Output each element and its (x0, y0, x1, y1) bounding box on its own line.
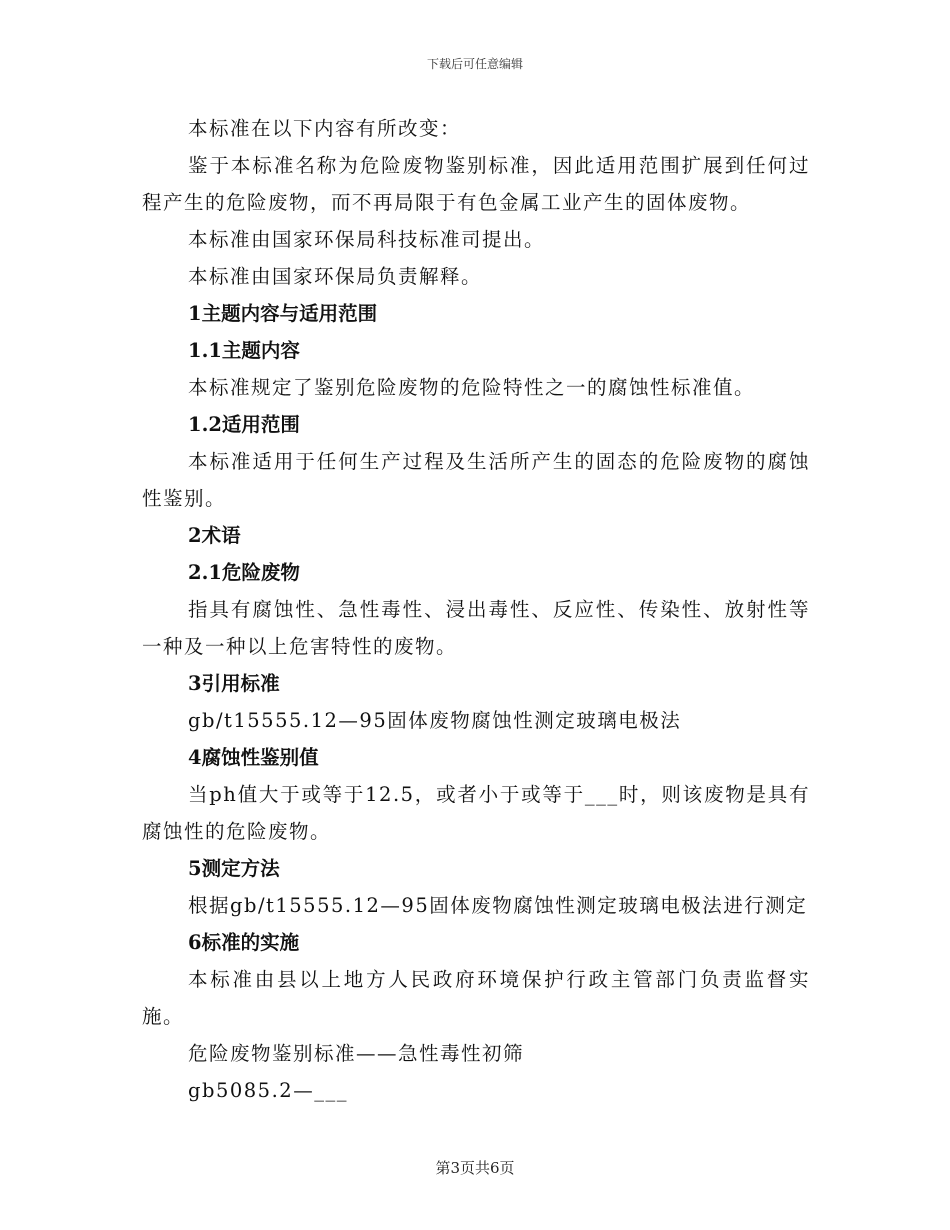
document-body (142, 110, 810, 1109)
section-5-text: 根据gb/t15555.12—95固体废物腐蚀性测定玻璃电极法进行测定 (188, 894, 808, 917)
page-footer: 第3页共6页 (435, 1159, 515, 1177)
page-header: 下载后可任意编辑 (426, 57, 523, 71)
section-3-text: gb/t15555.12—95固体废物腐蚀性测定玻璃电极法 (188, 709, 682, 732)
interpreted-by-paragraph: 本标准由国家环保局负责解释。 (188, 265, 483, 288)
section-6-heading: 6标准的实施 (188, 931, 300, 954)
section-1-1-text: 本标准规定了鉴别危险废物的危险特性之一的腐蚀性标准值。 (188, 376, 756, 399)
section-1-heading: 1主题内容与适用范围 (188, 302, 378, 325)
section-1-2-heading: 1.2适用范围 (188, 413, 300, 436)
intro-paragraph: 本标准在以下内容有所改变： (188, 117, 462, 140)
section-6-text: 本标准由县以上地方人民政府环境保护行政主管部门负责监督实施。 (142, 968, 810, 1028)
scope-change-paragraph: 鉴于本标准名称为危险废物鉴别标准，因此适用范围扩展到任何过程产生的危险废物，而不再局限于有色金属工业产生的固体废物。 (142, 154, 810, 214)
section-3-heading: 3引用标准 (188, 672, 280, 695)
next-standard-code: gb5085.2—___ (188, 1079, 348, 1102)
section-1-2-text: 本标准适用于任何生产过程及生活所产生的固态的危险废物的腐蚀性鉴别。 (142, 450, 810, 510)
section-2-1-text: 指具有腐蚀性、急性毒性、浸出毒性、反应性、传染性、放射性等一种及一种以上危害特性的废物。 (142, 598, 810, 658)
next-standard-title: 危险废物鉴别标准——急性毒性初筛 (188, 1042, 525, 1065)
section-4-heading: 4腐蚀性鉴别值 (188, 746, 319, 769)
section-1-1-heading: 1.1主题内容 (188, 339, 300, 362)
section-2-heading: 2术语 (188, 524, 241, 547)
section-5-heading: 5测定方法 (188, 857, 280, 880)
section-4-text: 当ph值大于或等于12.5，或者小于或等于___时，则该废物是具有腐蚀性的危险废物。 (142, 783, 810, 843)
proposed-by-paragraph: 本标准由国家环保局科技标准司提出。 (188, 228, 546, 251)
section-2-1-heading: 2.1危险废物 (188, 561, 300, 584)
